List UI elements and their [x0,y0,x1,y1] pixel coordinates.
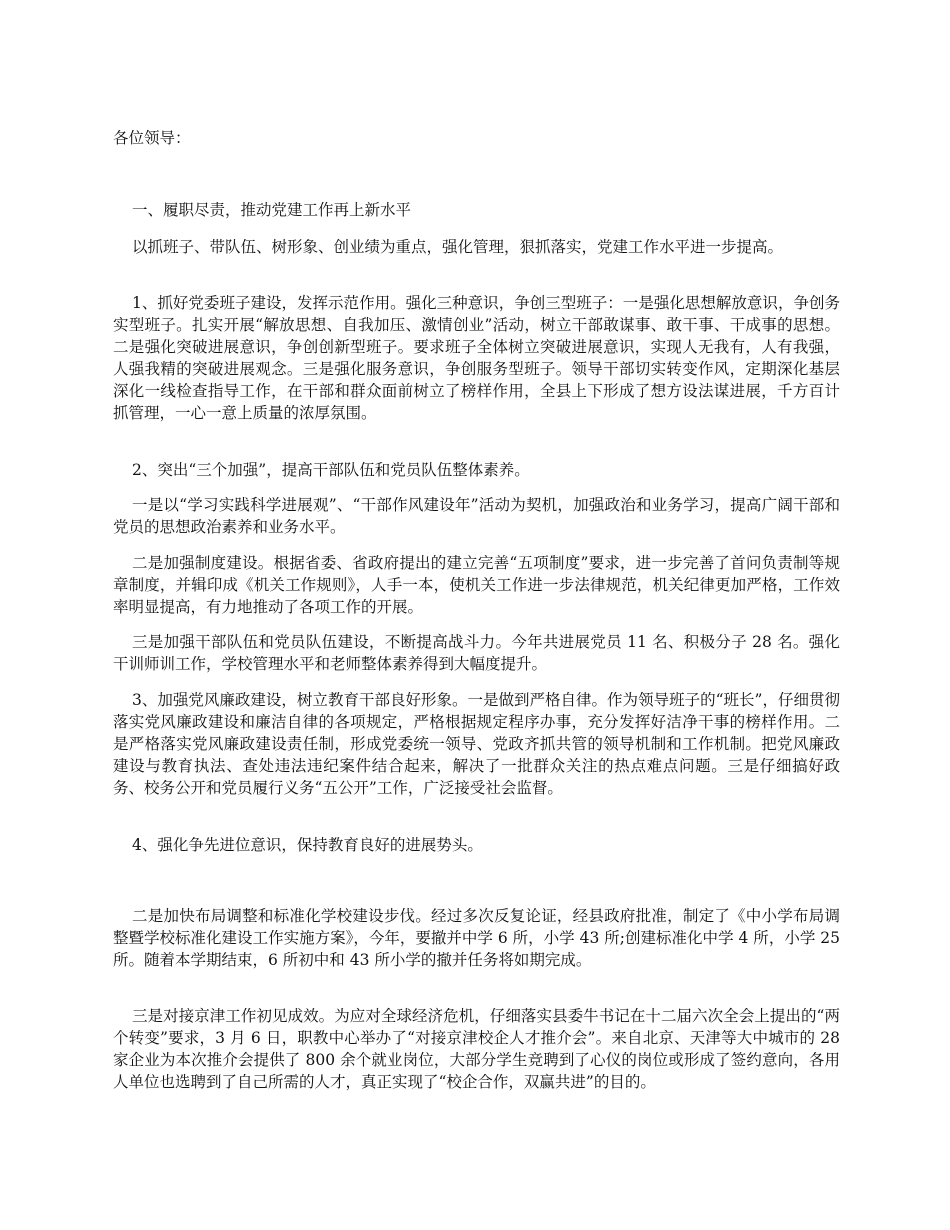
paragraph: 2、突出“三个加强”，提高干部队伍和党员队伍整体素养。 [132,461,530,479]
paragraph: 二是加强制度建设。根据省委、省政府提出的建立完善“五项制度”要求，进一步完善了首问负责制等规章制度，并辑印成《机关工作规则》，人手一本，使机关工作进一步法律规范，机关纪律更加严格，工作效率明显提高，有力地推动了各项工作的开展。 [113,554,840,616]
paragraph: 一是以“学习实践科学进展观”、“干部作风建设年”活动为契机，加强政治和业务学习，提高广阔干部和党员的思想政治素养和业务水平。 [113,496,840,536]
paragraph: 1、抓好党委班子建设，发挥示范作用。强化三种意识，争创三型班子：一是强化思想解放意识，争创务实型班子。扎实开展“解放思想、自我加压、激情创业”活动，树立干部敢谋事、敢干事、干成事的思想。二是强化突破进展意识，争创创新型班子。要求班子全体树立突破进展意识，实现人无我有，人有我强，人强我精的突破进展观念。三是强化服务意识，争创服务型班子。领导干部切实转变作风，定期深化基层深化一线检查指导工作，在干部和群众面前树立了榜样作用，全县上下形成了想方设法谋进展，千方百计抓管理，一心一意上质量的浓厚氛围。 [113,294,840,422]
paragraph: 三是加强干部队伍和党员队伍建设，不断提高战斗力。今年共进展党员 11 名、积极分子 28 名。强化干训师训工作，学校管理水平和老师整体素养得到大幅度提升。 [113,633,840,673]
paragraph: 二是加快布局调整和标准化学校建设步伐。经过多次反复论证，经县政府批准，制定了《中小学布局调整暨学校标准化建设工作实施方案》，今年，要撤并中学 6 所，小学 43 所;创建标准化中学 4 所，小学 25 所。随着本学期结束，6 所初中和 43 所小学的撤并任务将如期完成。 [113,907,840,969]
section-heading: 一、履职尽责，推动党建工作再上新水平 [132,201,412,219]
paragraph: 三是对接京津工作初见成效。为应对全球经济危机，仔细落实县委牛书记在十二届六次全会上提出的“两个转变”要求，3 月 6 日，职教中心举办了“对接京津校企人才推介会”。来自北京、天津等大中城市的 28 家企业为本次推介会提供了 800 余个就业岗位，大部分学生竞聘到了心仪的岗位或形成了签约意向，各用人单位也选聘到了自己所需的人才，真正实现了“校企合作，双赢共进”的目的。 [113,1007,840,1091]
paragraph: 3、加强党风廉政建设，树立教育干部良好形象。一是做到严格自律。作为领导班子的“班长”，仔细贯彻落实党风廉政建设和廉洁自律的各项规定，严格根据规定程序办事，充分发挥好洁净干事的榜样作用。二是严格落实党风廉政建设责任制，形成党委统一领导、党政齐抓共管的领导机制和工作机制。把党风廉政建设与教育执法、查处违法违纪案件结合起来，解决了一批群众关注的热点难点问题。三是仔细搞好政务、校务公开和党员履行义务“五公开”工作，广泛接受社会监督。 [113,691,840,797]
salutation: 各位领导： [113,129,191,147]
paragraph: 以抓班子、带队伍、树形象、创业绩为重点，强化管理，狠抓落实，党建工作水平进一步提高。 [132,238,784,256]
paragraph: 4、强化争先进位意识，保持教育良好的进展势头。 [132,836,483,854]
